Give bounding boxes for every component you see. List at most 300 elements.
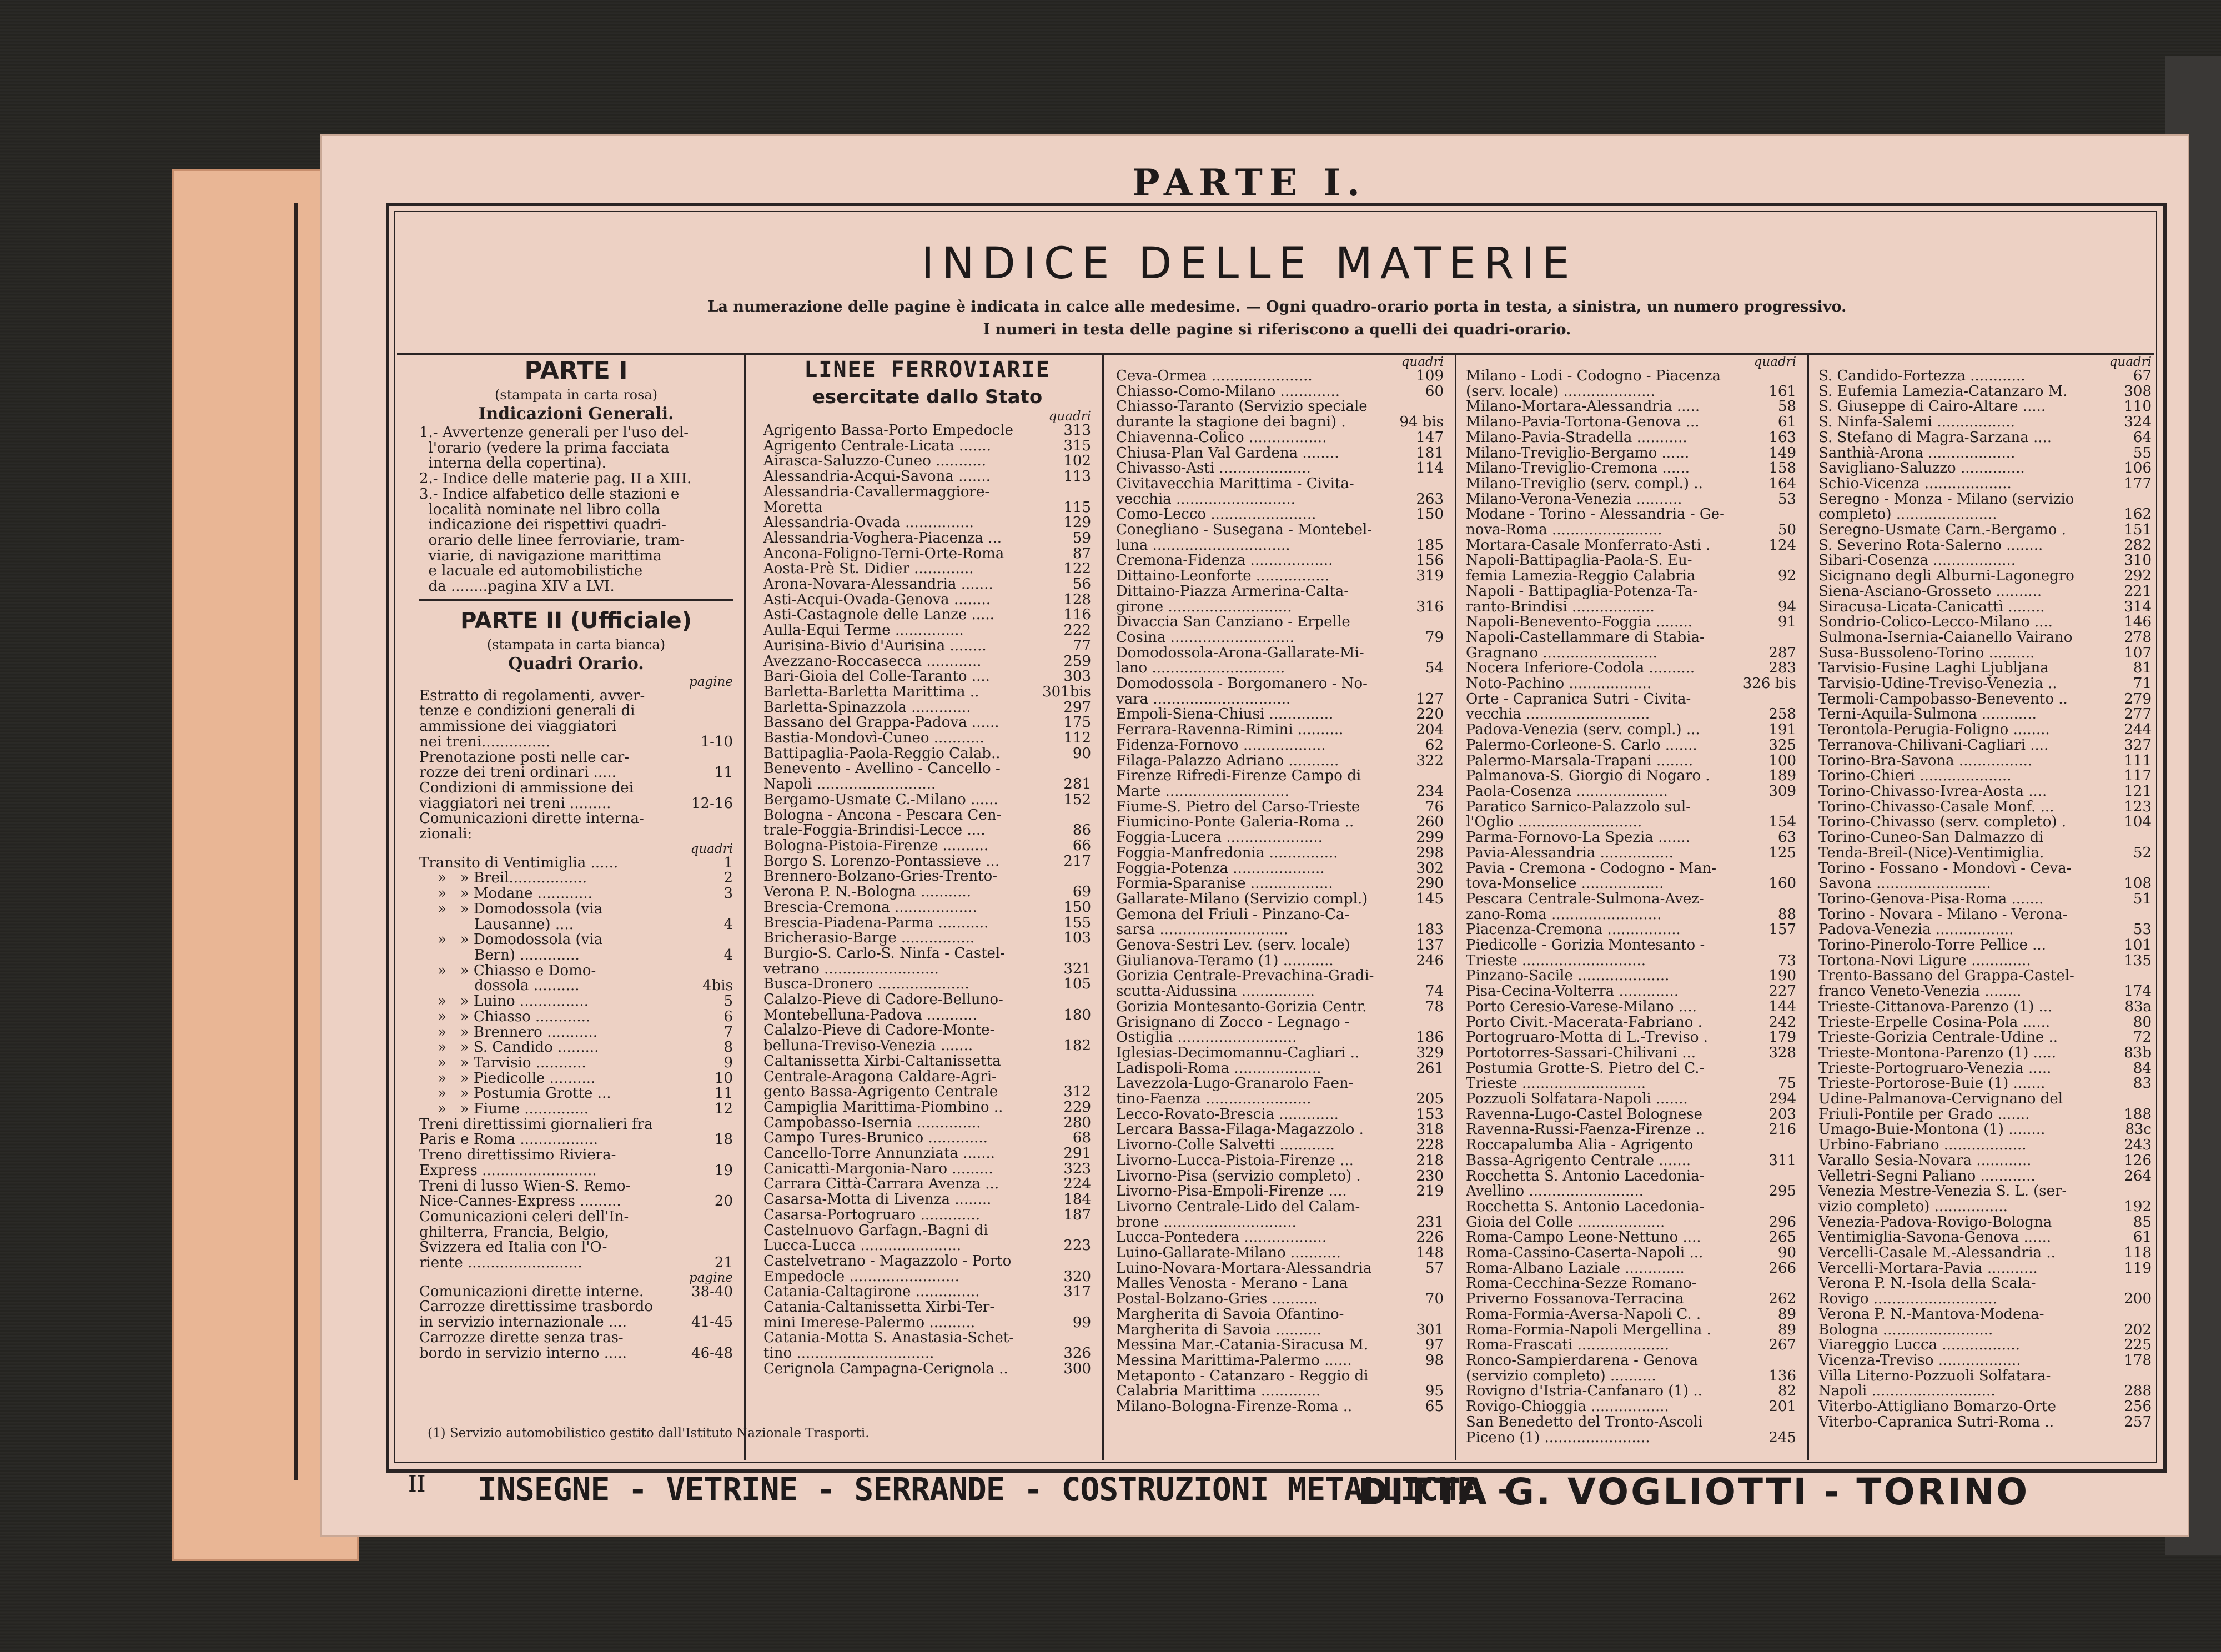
index-entry: [1818, 461, 2152, 476]
index-entry: [1466, 1000, 1796, 1015]
index-entry: [1818, 800, 2152, 815]
entry-text: Milano-Treviglio (serv. compl.) ..: [1466, 475, 1703, 492]
index-entry: [419, 811, 733, 842]
entry-number: 182: [1063, 1037, 1091, 1055]
index-entry: [1466, 722, 1796, 738]
parte1-subtitle: (stampata in carta rosa): [494, 387, 658, 403]
index-entry: [1466, 1092, 1796, 1107]
index-entry: [1466, 1122, 1796, 1138]
entry-text: Asti-Acqui-Ovada-Genova ........: [763, 591, 991, 608]
entry-text: Gorizia Montesanto-Gorizia Centr.: [1116, 998, 1367, 1015]
entry-text: Empoli-Siena-Chiusi ..............: [1116, 706, 1334, 723]
index-entry: [763, 531, 1091, 546]
entry-text: Benevento - Avellino - Cancello - Napoli ..........................: [763, 760, 1001, 793]
entry-text: S. Stefano di Magra-Sarzana ....: [1818, 429, 2052, 446]
entry-text: Roma-Frascati ....................: [1466, 1337, 1669, 1354]
entry-number: 89: [1777, 1321, 1796, 1338]
entry-number: 161: [1768, 383, 1796, 400]
index-entry: [1818, 784, 2152, 800]
entry-number: 278: [2124, 629, 2152, 646]
entry-text: Catania-Motta S. Anastasia-Schet- tino ..............................: [763, 1329, 1014, 1362]
index-entry: [1116, 446, 1444, 461]
index-entry: [763, 1362, 1091, 1377]
index-entry: [1466, 1138, 1796, 1168]
entry-text: Trieste-Erpelle Cosina-Pola ......: [1818, 1013, 2051, 1031]
entry-number: 76: [1425, 798, 1444, 815]
entry-text: Portotorres-Sassari-Chilivani ...: [1466, 1044, 1696, 1061]
entry-text: S. Candido-Fortezza ............: [1818, 368, 2026, 384]
entry-text: » » Modane ............: [419, 885, 592, 902]
index-entry: [1818, 1030, 2152, 1046]
index-entry: [763, 546, 1091, 562]
entry-number: 244: [2124, 721, 2152, 739]
index-entry: [419, 902, 733, 932]
entry-text: Dittaino-Piazza Armerina-Calta- girone ...........................: [1116, 583, 1349, 615]
entry-number: 85: [2133, 1213, 2152, 1231]
entry-number: 18: [714, 1131, 733, 1148]
index-entry: [419, 1056, 733, 1071]
index-entry: [1818, 1261, 2152, 1277]
entry-text: Casarsa-Motta di Livenza ........: [763, 1191, 992, 1208]
entry-text: Giulianova-Teramo (1) ...........: [1116, 952, 1334, 969]
index-entry: [763, 1254, 1091, 1284]
index-entry: [763, 1023, 1091, 1053]
entry-text: Alessandria-Acqui-Savona .......: [763, 468, 991, 485]
index-entry: [1116, 953, 1444, 969]
index-entry: [1466, 492, 1796, 508]
index-entry: [1116, 553, 1444, 569]
index-entry: [1818, 584, 2152, 600]
index-entry: [1818, 399, 2152, 415]
entry-number: 116: [1063, 606, 1091, 624]
index-entry: [763, 916, 1091, 931]
entry-text: Udine-Palmanova-Cervignano del Friuli-Pontile per Grado .......: [1818, 1091, 2063, 1123]
entry-number: 83: [2133, 1075, 2152, 1092]
entry-text: Torino-Genova-Pisa-Roma .......: [1818, 890, 2044, 907]
entry-number: 298: [1416, 844, 1444, 861]
entry-number: 129: [1063, 514, 1091, 531]
entry-number: 112: [1063, 730, 1091, 747]
entry-number: 220: [1416, 706, 1444, 723]
entry-text: Agrigento Bassa-Porto Empedocle: [763, 422, 1013, 439]
entry-text: Carrozze dirette senza tras- bordo in servizio interno .....: [419, 1329, 627, 1362]
index-entry: [1466, 1046, 1796, 1061]
entry-number: 121: [2124, 782, 2152, 800]
entry-text: Arona-Novara-Alessandria .......: [763, 576, 993, 593]
index-entry: [1116, 1107, 1444, 1123]
index-entry: [1466, 415, 1796, 430]
entry-number: 228: [1416, 1137, 1444, 1154]
entry-text: Campiglia Marittima-Piombino ..: [763, 1098, 1003, 1116]
entry-text: Milano-Treviglio-Cremona ......: [1466, 460, 1690, 477]
entry-number: 2: [723, 870, 733, 887]
entry-number: 230: [1416, 1167, 1444, 1184]
entry-number: 318: [1416, 1121, 1444, 1138]
section-rule: [419, 599, 733, 601]
entry-number: 185: [1416, 536, 1444, 554]
index-entry: [1818, 1246, 2152, 1261]
entry-text: Milano-Bologna-Firenze-Roma ..: [1116, 1398, 1353, 1415]
index-entry: [763, 977, 1091, 992]
quadri-label: quadri: [1401, 355, 1444, 369]
index-entry: [1116, 507, 1444, 523]
column-parte: [419, 355, 733, 1460]
entry-number: 125: [1768, 844, 1796, 861]
index-entry: [1818, 676, 2152, 692]
entry-number: 57: [1425, 1259, 1444, 1277]
index-entry: [419, 1209, 733, 1271]
entry-number: 82: [1777, 1383, 1796, 1400]
index-entry: [763, 685, 1091, 700]
entry-text: Pisa-Cecina-Volterra .............: [1466, 983, 1679, 1000]
entry-number: 300: [1063, 1360, 1091, 1377]
entry-number: 279: [2124, 690, 2152, 707]
index-entry: [1116, 800, 1444, 815]
index-entry: [1116, 754, 1444, 769]
entry-text: Roma-Cecchina-Sezze Romano- Priverno Fossanova-Terracina: [1466, 1275, 1697, 1308]
entry-number: 68: [1072, 1129, 1091, 1147]
entry-text: Roccapalumba Alia - Agrigento Bassa-Agrigento Centrale .......: [1466, 1137, 1694, 1169]
entry-number: 8: [723, 1039, 733, 1056]
entry-number: 327: [2124, 736, 2152, 754]
entry-text: » » Domodossola (via Lausanne) ....: [438, 900, 603, 933]
entry-number: 243: [2124, 1137, 2152, 1154]
entry-text: Paola-Cosenza ....................: [1466, 782, 1668, 800]
entry-number: 111: [2124, 752, 2152, 769]
index-entry: [1116, 846, 1444, 861]
entry-number: 177: [2124, 475, 2152, 492]
entry-text: Orte - Capranica Sutri - Civita- vecchia ...........................: [1466, 690, 1691, 723]
entry-number: 322: [1416, 752, 1444, 769]
entry-number: 70: [1425, 1291, 1444, 1308]
index-entry: [1466, 1384, 1796, 1399]
entry-number: 66: [1072, 837, 1091, 854]
entry-number: 148: [1416, 1244, 1444, 1262]
entry-text: Foggia-Potenza ....................: [1116, 860, 1325, 877]
page-section-heading: PARTE I.: [1132, 161, 1366, 204]
entry-number: 178: [2124, 1352, 2152, 1369]
index-entry: [1818, 569, 2152, 584]
entry-text: Campo Tures-Brunico .............: [763, 1129, 988, 1147]
entry-text: Terni-Aquila-Sulmona ............: [1818, 706, 2037, 723]
entry-text: Gallarate-Milano (Servizio compl.): [1116, 890, 1368, 907]
entry-text: Torino-Bra-Savona ................: [1818, 752, 2033, 769]
entry-text: Fiume-S. Pietro del Carso-Trieste: [1116, 798, 1360, 815]
entry-text: Battipaglia-Paola-Reggio Calab..: [763, 745, 1001, 762]
index-entry: [1818, 615, 2152, 630]
index-entry: [1818, 1415, 2152, 1430]
entry-number: 145: [1416, 890, 1444, 907]
entry-number: 223: [1063, 1237, 1091, 1254]
index-entry: [419, 750, 733, 781]
entry-text: Ronco-Sampierdarena - Genova (servizio completo) ..........: [1466, 1352, 1698, 1384]
linee-title: LINEE FERROVIARIE: [804, 357, 1051, 383]
entry-text: Pescara Centrale-Sulmona-Avez- zano-Roma ........................: [1466, 890, 1704, 923]
entry-number: 54: [1425, 660, 1444, 677]
index-entry: [1116, 892, 1444, 907]
index-entry: [419, 781, 733, 811]
entry-number: 94: [1777, 598, 1796, 615]
entry-text: Metaponto - Catanzaro - Reggio di Calabria Marittima .............: [1116, 1367, 1369, 1400]
entry-number: 20: [714, 1193, 733, 1210]
index-entry: [1818, 430, 2152, 446]
index-entry: [763, 439, 1091, 454]
entry-number: 163: [1768, 429, 1796, 446]
entry-text: Piedicolle - Gorizia Montesanto - Trieste ...........................: [1466, 937, 1705, 969]
entry-text: Bassano del Grappa-Padova ......: [763, 714, 999, 731]
entry-text: Pinzano-Sacile ....................: [1466, 967, 1670, 985]
entry-text: Agrigento Centrale-Licata .......: [763, 437, 991, 454]
entry-number: 53: [2133, 921, 2152, 938]
index-entry: [763, 1100, 1091, 1116]
index-entry: [1466, 892, 1796, 922]
entry-number: 4: [723, 916, 733, 933]
entry-number: 202: [2124, 1321, 2152, 1338]
entry-text: Milano-Verona-Venezia ..........: [1466, 490, 1682, 508]
entry-text: Milano-Mortara-Alessandria .....: [1466, 398, 1700, 415]
entry-text: Pavia-Alessandria ................: [1466, 844, 1674, 861]
index-entry: [1466, 738, 1796, 754]
entry-text: Varallo Sesia-Novara ............: [1818, 1152, 2032, 1169]
entry-number: 9: [723, 1054, 733, 1071]
entry-number: 46-48: [691, 1344, 733, 1362]
entry-text: Rovigno d'Istria-Canfanaro (1) ..: [1466, 1383, 1702, 1400]
index-entry: [1466, 1230, 1796, 1246]
index-entry: [763, 1192, 1091, 1208]
page-number: II: [408, 1472, 426, 1497]
index-entry: [1116, 384, 1444, 400]
entry-number: 89: [1777, 1305, 1796, 1323]
entry-number: 10: [714, 1069, 733, 1087]
index-entry: [1818, 492, 2152, 523]
entry-number: 221: [2124, 583, 2152, 600]
index-entry: [1818, 661, 2152, 676]
index-entry: [1116, 1122, 1444, 1138]
entry-text: Paratico Sarnico-Palazzolo sul- l'Oglio ...........................: [1466, 798, 1691, 831]
index-entry: [763, 1162, 1091, 1177]
entry-text: Castelnuovo Garfagn.-Bagni di Lucca-Lucca ......................: [763, 1222, 988, 1254]
quadri-label: quadri: [1048, 409, 1091, 424]
entry-text: Trieste-Gorizia Centrale-Udine ..: [1818, 1029, 2058, 1046]
entry-number: 147: [1416, 429, 1444, 446]
index-entry: [1818, 538, 2152, 554]
entry-number: 90: [1072, 745, 1091, 762]
entry-text: Cerignola Campagna-Cerignola ..: [763, 1360, 1008, 1377]
parte1-item: 1.- Avvertenze generali per l'uso del- l'orario (vedere la prima facciata interna della copertina).: [419, 424, 689, 472]
quadri-orario-heading: Quadri Orario.: [508, 654, 644, 674]
index-entry: [1818, 1092, 2152, 1122]
entry-text: S. Severino Rota-Salerno ........: [1818, 536, 2043, 554]
index-entry: [1818, 646, 2152, 661]
index-entry: [1116, 1169, 1444, 1184]
entry-number: 290: [1416, 875, 1444, 892]
entry-text: Aosta-Prè St. Didier .............: [763, 560, 974, 578]
index-entry: [1116, 676, 1444, 707]
index-entry: [1116, 1199, 1444, 1230]
entry-text: Trieste-Cittanova-Parenzo (1) ...: [1818, 998, 2053, 1015]
entry-number: 234: [1416, 782, 1444, 800]
index-entry: [1818, 553, 2152, 569]
index-entry: [1818, 446, 2152, 461]
index-entry: [1116, 707, 1444, 722]
entry-number: 186: [1416, 1029, 1444, 1046]
index-entry: [1116, 907, 1444, 938]
entry-text: Aurisina-Bivio d'Aurisina ........: [763, 637, 987, 654]
entry-text: Padova-Venezia (serv. compl.) ...: [1466, 721, 1700, 739]
entry-number: 119: [2124, 1259, 2152, 1277]
entry-text: Avezzano-Roccasecca ............: [763, 652, 982, 670]
index-entry: [1116, 769, 1444, 799]
entry-text: Ladispoli-Roma ...................: [1116, 1060, 1321, 1077]
entry-text: Terranova-Chilivani-Cagliari ....: [1818, 736, 2049, 754]
entry-number: 87: [1072, 545, 1091, 562]
index-entry: [1818, 722, 2152, 738]
entry-text: Siena-Asciano-Grosseto ..........: [1818, 583, 2042, 600]
index-entry: [763, 1116, 1091, 1131]
entry-text: » » Tarvisio ...........: [419, 1054, 586, 1071]
index-entry: [1116, 1000, 1444, 1015]
index-entry: [1466, 1030, 1796, 1046]
entry-text: Pozzuoli Solfatara-Napoli .......: [1466, 1091, 1688, 1108]
index-entry: [1466, 861, 1796, 892]
entry-text: Livorno-Lucca-Pistoia-Firenze ...: [1116, 1152, 1354, 1169]
entry-text: Trieste-Portorose-Buie (1) .......: [1818, 1075, 2046, 1092]
index-entry: [1818, 861, 2152, 892]
entry-number: 118: [2124, 1244, 2152, 1262]
entry-text: Ravenna-Russi-Faenza-Firenze ..: [1466, 1121, 1705, 1138]
entry-text: Schio-Vicenza ...................: [1818, 475, 2012, 492]
entry-text: Carrara Città-Carrara Avenza ...: [763, 1176, 999, 1193]
intro-line-1: La numerazione delle pagine è indicata in calce alle medesime. — Ogni quadro-orario porta in testa, a sinistra, un numero progressivo.: [707, 298, 1847, 315]
entry-text: Siracusa-Licata-Canicattì ........: [1818, 598, 2045, 615]
index-entry: [1466, 538, 1796, 554]
entry-text: Bastia-Mondovì-Cuneo ...........: [763, 730, 984, 747]
entry-number: 99: [1072, 1314, 1091, 1331]
index-entry: [1818, 523, 2152, 538]
index-entry: [763, 561, 1091, 577]
entry-number: 256: [2124, 1398, 2152, 1415]
entry-text: Brescia-Cremona ..................: [763, 898, 977, 916]
index-entry: [1466, 676, 1796, 692]
entry-number: 101: [2124, 937, 2152, 954]
entry-text: » » Fiume ..............: [419, 1101, 589, 1118]
entry-text: Estratto di regolamenti, avver- tenze e condizioni generali di ammissione dei viaggiatori nei treni...............: [419, 687, 645, 750]
entry-number: 79: [1425, 629, 1444, 646]
entry-text: Viareggio Lucca .................: [1818, 1337, 2020, 1354]
entry-text: Livorno Centrale-Lido del Calam- brone .............................: [1116, 1198, 1360, 1231]
entries-general: [419, 689, 733, 842]
index-entry: [763, 992, 1091, 1023]
entry-text: Carrozze direttissime trasbordo in servizio internazionale ....: [419, 1298, 653, 1331]
entry-number: 60: [1425, 383, 1444, 400]
entry-number: 292: [2124, 568, 2152, 585]
entry-text: » » Brennero ...........: [419, 1023, 597, 1041]
entry-number: 174: [2124, 983, 2152, 1000]
index-entry: [1116, 968, 1444, 999]
entry-number: 7: [723, 1023, 733, 1041]
index-entry: [419, 1299, 733, 1330]
column-divider: [1102, 355, 1104, 1460]
entry-number: 260: [1416, 814, 1444, 831]
entry-number: 281: [1063, 776, 1091, 793]
entry-number: 320: [1063, 1268, 1091, 1285]
entry-number: 164: [1768, 475, 1796, 492]
entry-text: Bologna-Pistoia-Firenze ..........: [763, 837, 989, 854]
entry-number: 180: [1063, 1006, 1091, 1023]
entry-text: Viterbo-Capranica Sutri-Roma ..: [1818, 1413, 2054, 1430]
entry-number: 319: [1416, 568, 1444, 585]
entry-text: Verona P. N.-Isola della Scala- Rovigo ...........................: [1818, 1275, 2036, 1308]
entry-number: 69: [1072, 883, 1091, 901]
entry-text: Milano - Lodi - Codogno - Piacenza (serv. locale) ....................: [1466, 368, 1721, 400]
index-entry: [1818, 907, 2152, 938]
entries-list: [1116, 369, 1444, 1415]
parte1-items: [419, 425, 733, 595]
index-entry: [1818, 369, 2152, 384]
entry-number: 287: [1768, 644, 1796, 661]
indicazioni-heading: Indicazioni Generali.: [478, 404, 674, 424]
index-entry: [419, 886, 733, 902]
entry-number: 267: [1768, 1337, 1796, 1354]
quadri-label: quadri: [1753, 355, 1796, 369]
entry-number: 19: [714, 1162, 733, 1179]
entry-number: 52: [2133, 844, 2152, 861]
entry-text: Seregno-Usmate Carn.-Bergamo .: [1818, 521, 2066, 539]
index-entry: [1116, 615, 1444, 645]
entry-text: Livorno-Colle Salvetti ............: [1116, 1137, 1335, 1154]
entry-text: » » Breil.................: [419, 870, 587, 887]
entry-number: 106: [2124, 460, 2152, 477]
advertisement-left: INSEGNE - VETRINE - SERRANDE - COSTRUZIONI METALLICHE -: [478, 1470, 1514, 1508]
index-entry: [763, 792, 1091, 808]
entry-number: 100: [1768, 752, 1796, 769]
index-entry: [1818, 1307, 2152, 1338]
entry-text: Luino-Gallarate-Milano ...........: [1116, 1244, 1341, 1262]
entries-transits: [419, 856, 733, 1271]
entry-number: 264: [2124, 1167, 2152, 1184]
index-entry: [1466, 1338, 1796, 1353]
entry-number: 104: [2124, 814, 2152, 831]
entry-text: Vicenza-Treviso ..................: [1818, 1352, 2021, 1369]
index-entry: [763, 931, 1091, 946]
pagine-label: pagine: [689, 1270, 733, 1285]
entry-number: 263: [1416, 490, 1444, 508]
entry-number: 187: [1063, 1206, 1091, 1223]
index-entry: [1116, 938, 1444, 953]
entry-number: 94 bis: [1399, 414, 1444, 431]
entry-text: Santhià-Arona ...................: [1818, 444, 2016, 461]
entry-text: Barletta-Barletta Marittima ..: [763, 683, 979, 700]
entry-text: S. Eufemia Lamezia-Catanzaro M.: [1818, 383, 2068, 400]
entry-number: 83c: [2125, 1121, 2152, 1138]
index-entry: [1466, 1276, 1796, 1307]
index-entry: [1818, 968, 2152, 999]
index-entry: [1818, 415, 2152, 430]
entry-text: Messina Mar.-Catania-Siracusa M.: [1116, 1337, 1369, 1354]
entry-number: 4: [723, 946, 733, 963]
entry-text: Venezia Mestre-Venezia S. L. (ser- vizio completo) ................: [1818, 1183, 2067, 1215]
entry-number: 81: [2133, 660, 2152, 677]
entry-text: Chiasso-Taranto (Servizio speciale durante la stagione dei bagni) .: [1116, 398, 1368, 431]
entry-number: 95: [1425, 1383, 1444, 1400]
parte1-item: 3.- Indice alfabetico delle stazioni e località nominate nel libro colla indicazione dei rispettivi quadri- orario delle linee ferroviarie, tram- viarie, di navigazione marittima e lacuale ed automobilistiche da ........pagina XIV a LVI.: [419, 485, 685, 595]
index-entry: [763, 731, 1091, 746]
index-entry: [1818, 1399, 2152, 1415]
entry-text: » » Postumia Grotte ...: [419, 1085, 611, 1102]
index-entry: [1466, 1323, 1796, 1338]
entry-text: Borgo S. Lorenzo-Pontassieve ...: [763, 852, 1000, 870]
entry-text: Chiavenna-Colico .................: [1116, 429, 1327, 446]
